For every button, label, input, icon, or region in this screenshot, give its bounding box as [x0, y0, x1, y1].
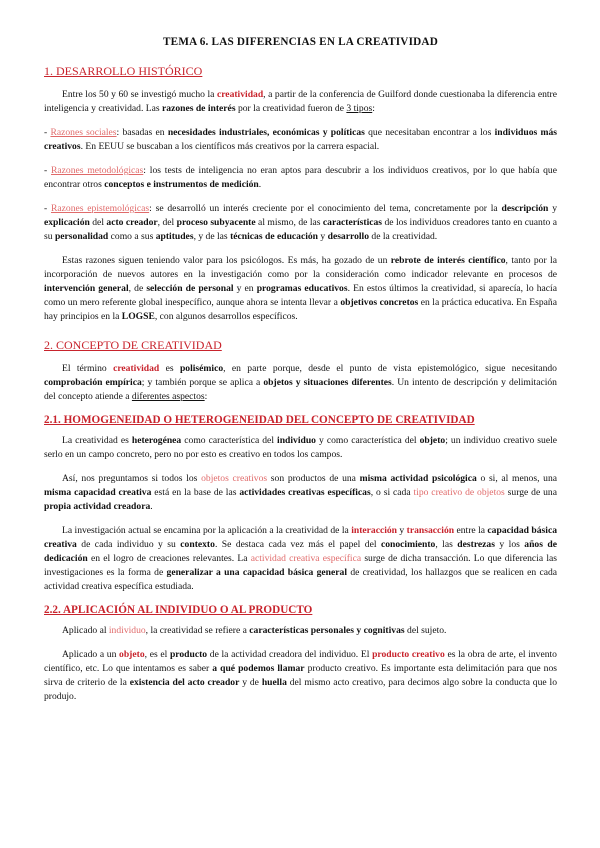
section-2-heading: 2. CONCEPTO DE CREATIVIDAD: [44, 338, 222, 352]
document-title: TEMA 6. LAS DIFERENCIAS EN LA CREATIVIDAD: [163, 36, 438, 48]
s22-paragraph-2: Aplicado a un objeto, es el producto de la actividad creadora del individuo. El producto creativo es la obra de arte, el invento científico, etc. Lo que intentamos es saber a qué podemos llamar producto creativo. Es importante esta delimitación para que nos sirva de criterio de la existencia del acto creador y de huella del mismo acto creativo, para decimos algo sobre la conducta que lo produjo.: [44, 649, 557, 702]
s1-bullet-methodological: - Razones metodológicas: los tests de inteligencia no eran aptos para descubrir a los individuos creativos, por lo que había que encontrar otros conceptos e instrumentos de medición.: [44, 165, 557, 190]
s1-bullet-social: - Razones sociales: basadas en necesidades industriales, económicas y políticas que necesitaban encontrar a los individuos más creativos. En EEUU se buscaban a los científicos más creativos por la carrera espacial.: [44, 127, 557, 152]
s1-paragraph-2: Estas razones siguen teniendo valor para los psicólogos. Es más, ha gozado de un rebrote de interés científico, tanto por la incorporación de nuevos autores en la investigación como por la consideración como indicador relevante en procesos de intervención general, de selección de personal y en programas educativos. En estos últimos la creatividad, si aparecía, lo hacía como un mero referente global inespecífico, aunque ahora se intenta llevar a objetivos concretos en la práctica educativa. En España hay principios en la LOGSE, con algunos desarrollos específicos.: [44, 255, 557, 322]
s1-bullet-epistemological: - Razones epistemológicas: se desarrolló un interés creciente por el conocimiento del tema, concretamente por la descripción y explicación del acto creador, del proceso subyacente al mismo, de las características de los individuos creadores tanto en cuanto a su personalidad como a sus aptitudes, y de las técnicas de educación y desarrollo de la creatividad.: [44, 203, 557, 242]
s2-paragraph-1: El término creatividad es polisémico, en parte porque, desde el punto de vista epistemológico, sigue necesitando comprobación empírica; y también porque se aplica a objetos y situaciones diferentes. Un intento de descripción y delimitación del concepto atiende a diferentes aspectos:: [44, 363, 557, 402]
s1-paragraph-1: Entre los 50 y 60 se investigó mucho la creatividad, a partir de la conferencia de Guilford donde cuestionaba la diferencia entre inteligencia y creatividad. Las razones de interés por la creatividad fueron de 3 tipos:: [44, 89, 557, 114]
s22-paragraph-1: Aplicado al individuo, la creatividad se refiere a características personales y cognitivas del sujeto.: [62, 625, 447, 636]
document-page: [44, 36, 557, 714]
section-1-heading: 1. DESARROLLO HISTÓRICO: [44, 64, 203, 78]
subsection-2-2-heading: 2.2. APLICACIÓN AL INDIVIDUO O AL PRODUCTO: [44, 604, 313, 616]
s21-paragraph-3: La investigación actual se encamina por la aplicación a la creatividad de la interacción y transacción entre la capacidad básica creativa de cada individuo y su contexto. Se destaca cada vez más el papel del conocimiento, las destrezas y los años de dedicación en el logro de creaciones relevantes. La actividad creativa específica surge de dicha transacción. Lo que diferencia las investigaciones es la forma de generalizar a una capacidad básica general de creatividad, los hallazgos que se realicen en cada actividad creativa específica estudiada.: [44, 525, 558, 592]
s21-paragraph-2: Así, nos preguntamos si todos los objetos creativos son productos de una misma actividad psicológica o si, al menos, una misma capacidad creativa está en la base de las actividades creativas específicas, o si cada tipo creativo de objetos surge de una propia actividad creadora.: [44, 473, 558, 512]
s21-paragraph-1: La creatividad es heterogénea como característica del individuo y como característica del objeto; un individuo creativo suele serlo en un campo concreto, pero no por esto es creativo en todos los campos.: [44, 435, 557, 460]
subsection-2-1-heading: 2.1. HOMOGENEIDAD O HETEROGENEIDAD DEL CONCEPTO DE CREATIVIDAD: [44, 414, 475, 426]
